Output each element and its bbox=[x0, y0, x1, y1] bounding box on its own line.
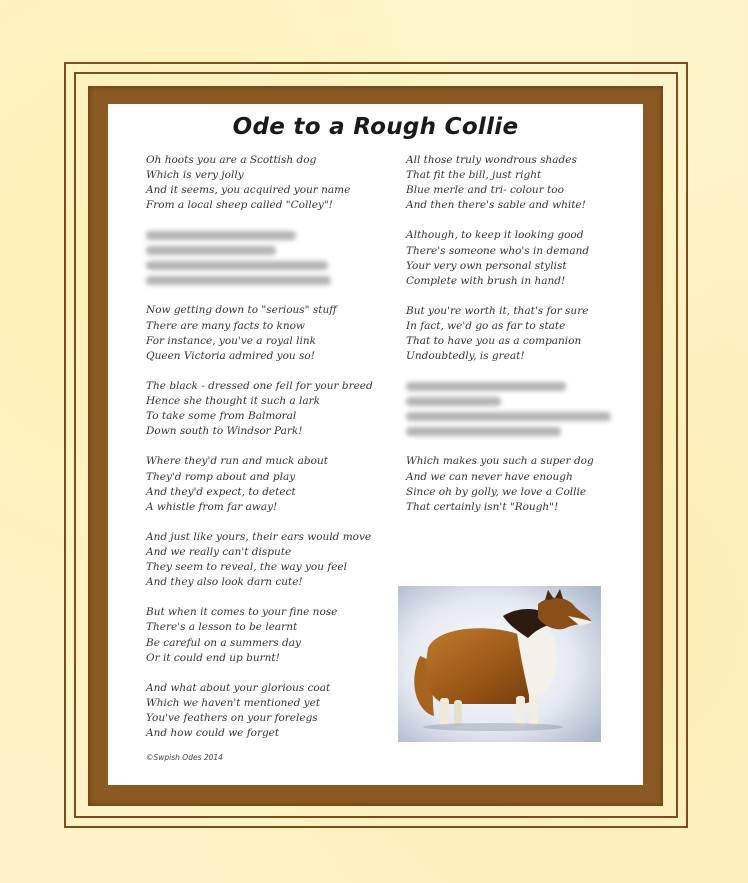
poem-line: And we really can't dispute bbox=[146, 545, 292, 558]
poem-line: Oh hoots you are a Scottish dog bbox=[146, 154, 317, 166]
poem-line: To take some from Balmoral bbox=[146, 410, 297, 423]
collie-photo bbox=[398, 586, 601, 742]
redacted-line bbox=[406, 412, 611, 421]
poem-stanza bbox=[146, 153, 381, 213]
poem-stanza bbox=[146, 303, 381, 363]
redacted-line bbox=[146, 261, 328, 270]
poem-line: They seem to reveal, the way you feel bbox=[146, 561, 347, 574]
redacted-line bbox=[146, 276, 331, 285]
poem-line: And just like yours, their ears would move bbox=[146, 530, 372, 543]
redacted-line bbox=[146, 246, 276, 255]
collie-illustration bbox=[398, 586, 601, 742]
poem-stanza bbox=[146, 379, 381, 439]
poem-line: A whistle from far away! bbox=[146, 500, 278, 513]
poem-stanza bbox=[146, 681, 381, 741]
poem-line: That to have you as a companion bbox=[406, 335, 582, 348]
poem-line: There's a lesson to be learnt bbox=[146, 621, 298, 634]
poem-line: They'd romp about and play bbox=[146, 470, 296, 483]
poem-line: And they'd expect, to detect bbox=[146, 485, 296, 498]
poem-line: But you're worth it, that's for sure bbox=[406, 304, 589, 317]
poem-line: And they also look darn cute! bbox=[146, 576, 303, 589]
poem-line: Where they'd run and muck about bbox=[146, 455, 328, 468]
poem-line: Blue merle and tri- colour too bbox=[406, 184, 564, 197]
poem-line: Hence she thought it such a lark bbox=[146, 395, 321, 408]
poem-sheet bbox=[108, 104, 643, 785]
poem-line: All those truly wondrous shades bbox=[406, 154, 577, 166]
copyright-notice: ©Swpish Odes 2014 bbox=[146, 753, 223, 762]
poem-line: You've feathers on your forelegs bbox=[146, 712, 318, 724]
poem-stanza bbox=[406, 304, 638, 364]
poem-stanza bbox=[406, 153, 638, 213]
poem-line: Which makes you such a super dog bbox=[406, 455, 594, 468]
poem-right-column bbox=[406, 153, 638, 530]
poem-stanza bbox=[146, 605, 381, 665]
redacted-line bbox=[406, 427, 561, 436]
poem-line: In fact, we'd go as far to state bbox=[406, 320, 566, 333]
poem-line: Since oh by golly, we love a Collie bbox=[406, 485, 587, 498]
poem-line: And then there's sable and white! bbox=[406, 199, 586, 212]
redacted-line bbox=[146, 231, 296, 240]
poem-line: Undoubtedly, is great! bbox=[406, 350, 525, 363]
poem-line: But when it comes to your fine nose bbox=[146, 606, 338, 619]
poem-stanza bbox=[146, 454, 381, 514]
poem-line: That fit the bill, just right bbox=[406, 169, 542, 182]
poem-line: There's someone who's in demand bbox=[406, 244, 590, 257]
poem-line: Although, to keep it looking good bbox=[406, 229, 584, 242]
poem-line: Your very own personal stylist bbox=[406, 259, 567, 272]
poem-line: That certainly isn't "Rough"! bbox=[406, 500, 559, 513]
poem-stanza bbox=[406, 454, 638, 514]
poem-left-column bbox=[146, 153, 381, 756]
poem-line: Complete with brush in hand! bbox=[406, 274, 566, 287]
poem-line: And it seems, you acquired your name bbox=[146, 184, 351, 197]
poem-line: Be careful on a summers day bbox=[146, 636, 301, 649]
redacted-line bbox=[406, 382, 566, 391]
poem-line: And how could we forget bbox=[146, 727, 280, 740]
poem-line: And we can never have enough bbox=[406, 470, 573, 483]
poem-line: Down south to Windsor Park! bbox=[146, 425, 303, 438]
poem-stanza bbox=[146, 530, 381, 590]
poem-title: Ode to a Rough Collie bbox=[232, 114, 519, 140]
poem-line: For instance, you've a royal link bbox=[146, 334, 316, 347]
poem-line: Now getting down to "serious" stuff bbox=[146, 304, 337, 317]
poem-stanza bbox=[406, 228, 638, 288]
redacted-line bbox=[406, 397, 501, 406]
poem-line: And what about your glorious coat bbox=[146, 681, 331, 694]
poem-line: Or it could end up burnt! bbox=[146, 651, 280, 664]
poem-line: From a local sheep called "Colley"! bbox=[146, 199, 333, 212]
poem-line: Which we haven't mentioned yet bbox=[146, 696, 321, 709]
poem-line: There are many facts to know bbox=[146, 319, 305, 332]
redacted-stanza bbox=[406, 379, 638, 439]
redacted-stanza bbox=[146, 228, 381, 288]
poem-line: The black - dressed one fell for your breed bbox=[146, 379, 373, 392]
poem-line: Which is very jolly bbox=[146, 169, 244, 182]
poem-line: Queen Victoria admired you so! bbox=[146, 349, 315, 362]
